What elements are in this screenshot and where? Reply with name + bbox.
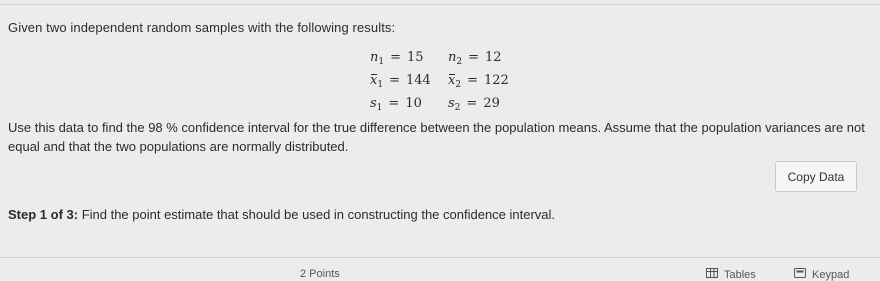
sample-mean-row bbox=[370, 70, 526, 93]
step-text: Find the point estimate that should be used in constructing the confidence interval. bbox=[78, 207, 556, 222]
keypad-button[interactable] bbox=[794, 268, 849, 281]
xbar1-value: $x_1 = 144$ bbox=[370, 73, 431, 90]
top-divider bbox=[0, 4, 880, 5]
bottom-divider bbox=[0, 257, 880, 258]
sample-statistics bbox=[370, 47, 526, 116]
points-label: 2 Points bbox=[300, 268, 340, 280]
step-instruction bbox=[8, 207, 555, 222]
tables-label: Tables bbox=[724, 268, 756, 281]
n2-value: $n_2 = 12$ bbox=[448, 50, 502, 67]
question-intro: Given two independent random samples with the following results: bbox=[8, 20, 396, 35]
step-label: Step 1 of 3: bbox=[8, 207, 79, 222]
sample-size-row bbox=[370, 47, 526, 70]
keypad-label: Keypad bbox=[812, 268, 850, 281]
question-text: Use this data to find the 98 % confidence interval for the true difference between the population means. Assume that the population variances are not equal and that the two populations are normally distributed. bbox=[8, 120, 865, 154]
sample-sd-row bbox=[370, 93, 526, 116]
copy-data-button[interactable]: Copy Data bbox=[775, 161, 857, 192]
xbar2-value: $x_2 = 122$ bbox=[448, 73, 509, 90]
tables-button[interactable] bbox=[706, 268, 756, 281]
n1-value: $n_1 = 15$ bbox=[370, 50, 424, 67]
s1-value: $s_1 = 10$ bbox=[370, 96, 422, 113]
keypad-icon bbox=[794, 268, 806, 281]
s2-value: $s_2 = 29$ bbox=[448, 96, 500, 113]
table-icon bbox=[706, 268, 718, 281]
